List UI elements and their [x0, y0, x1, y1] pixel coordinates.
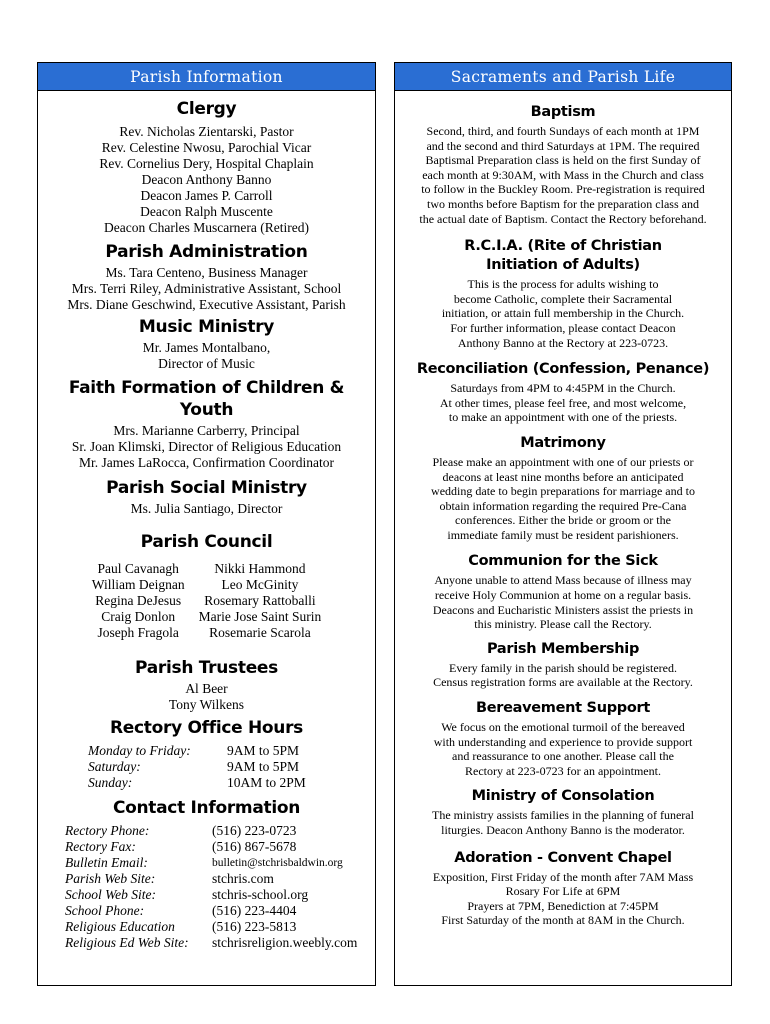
rcia-line: For further information, please contact Deacon — [450, 320, 676, 335]
rcia-text — [397, 277, 729, 350]
council-member: Joseph Fragola — [97, 625, 179, 640]
membership-line: Every family in the parish should be registered. — [449, 660, 677, 675]
communion-line: this ministry. Please call the Rectory. — [474, 617, 652, 632]
matrimony-line: immediate family must be resident parishioners. — [447, 527, 679, 542]
religious-ed-web-site: stchrisreligion.weebly.com — [212, 935, 358, 950]
bereavement-line: Rectory at 223-0723 for an appointment. — [465, 763, 661, 778]
school-phone: (516) 223-4404 — [212, 903, 297, 918]
music-line: Mr. James Montalbano, — [142, 340, 271, 355]
social-ministry-heading: Parish Social Ministry — [106, 478, 307, 498]
rectory-phone: (516) 223-0723 — [212, 823, 297, 838]
communion-line: Anyone unable to attend Mass because of illness may — [434, 573, 692, 588]
baptism-line: each month at 9:30AM, with Mass in the Church and class — [422, 167, 704, 182]
communion-line: Deacons and Eucharistic Ministers assist the priests in — [432, 602, 694, 617]
contact-label: Religious Education — [65, 919, 175, 934]
hours-day: Monday to Friday: — [88, 743, 191, 758]
clergy-list — [40, 124, 373, 236]
clergy-line: Deacon Ralph Muscente — [140, 204, 273, 219]
matrimony-line: Please make an appointment with one of our priests or — [432, 454, 694, 469]
matrimony-line: conferences. Either the bride or groom or the — [455, 513, 671, 528]
rcia-heading-line: R.C.I.A. (Rite of Christian — [464, 238, 662, 255]
adoration-line: First Saturday of the month at 8AM in the Church. — [441, 913, 685, 928]
administration-line: Mrs. Diane Geschwind, Executive Assistant, Parish — [67, 297, 346, 312]
social-ministry-line: Ms. Julia Santiago, Director — [130, 501, 283, 516]
administration-line: Ms. Tara Centeno, Business Manager — [105, 265, 308, 280]
contact-label: School Web Site: — [65, 887, 156, 902]
parish-membership-heading: Parish Membership — [486, 640, 640, 657]
clergy-line: Rev. Cornelius Dery, Hospital Chaplain — [99, 156, 314, 171]
council-member: Marie Jose Saint Surin — [198, 609, 322, 624]
adoration-line: Rosary For Life at 6PM — [505, 884, 621, 899]
matrimony-heading: Matrimony — [520, 434, 606, 451]
consolation-text — [397, 808, 729, 837]
bereavement-line: and reassurance to one another. Please call the — [452, 749, 674, 764]
parish-trustees-list — [40, 681, 373, 713]
bereavement-line: We focus on the emotional turmoil of the bereaved — [441, 720, 685, 735]
music-ministry-heading: Music Ministry — [138, 317, 275, 337]
baptism-line: to follow in the Buckley Room. Pre-registration is required — [421, 182, 705, 197]
clergy-line: Deacon Charles Muscarnera (Retired) — [103, 220, 310, 235]
office-hours-heading: Rectory Office Hours — [110, 718, 303, 738]
council-column — [92, 561, 185, 641]
reconciliation-line: to make an appointment with one of the priests. — [448, 410, 678, 425]
council-member: Regina DeJesus — [95, 593, 182, 608]
clergy-heading: Clergy — [176, 99, 237, 119]
matrimony-text — [397, 455, 729, 543]
rcia-line: initiation, or attain full membership in the Church. — [441, 306, 685, 321]
council-column — [199, 561, 322, 641]
rcia-heading-line: Initiation of Adults) — [486, 257, 640, 274]
adoration-text — [397, 870, 729, 928]
contact-label: Rectory Phone: — [65, 823, 150, 838]
bulletin-email: bulletin@stchrisbaldwin.org — [212, 857, 343, 869]
hours-time: 9AM to 5PM — [227, 743, 300, 758]
matrimony-line: deacons at least nine months before an anticipated — [442, 469, 684, 484]
administration-list — [40, 265, 373, 313]
music-ministry-list — [40, 340, 373, 372]
rcia-line: Anthony Banno at the Rectory at 223-0723. — [457, 335, 669, 350]
contact-label: Rectory Fax: — [65, 839, 136, 854]
baptism-line: Baptismal Preparation class is held on the first Sunday of — [425, 153, 701, 168]
consolation-heading: Ministry of Consolation — [471, 788, 655, 805]
hours-time: 10AM to 2PM — [227, 775, 306, 790]
contact-label: School Phone: — [65, 903, 145, 918]
trustee: Al Beer — [185, 681, 228, 696]
music-line: Director of Music — [158, 356, 255, 371]
rcia-line: become Catholic, complete their Sacramental — [453, 291, 673, 306]
reconciliation-heading: Reconciliation (Confession, Penance) — [416, 361, 710, 378]
council-member: Craig Donlon — [101, 609, 176, 624]
consolation-line: The ministry assists families in the planning of funeral — [432, 808, 694, 823]
administration-line: Mrs. Terri Riley, Administrative Assistant, School — [71, 281, 342, 296]
panel-header: Parish Information — [38, 63, 375, 91]
baptism-line: and the second and third Saturdays at 1PM. The required — [426, 138, 700, 153]
rcia-heading — [397, 237, 729, 275]
bereavement-heading: Bereavement Support — [475, 700, 651, 717]
communion-line: receive Holy Communion at home on a regular basis. — [434, 588, 692, 603]
council-member: Rosemary Rattoballi — [204, 593, 316, 608]
hours-day: Saturday: — [88, 759, 141, 774]
baptism-line: two months before Baptism for the preparation class and — [427, 196, 699, 211]
trustee: Tony Wilkens — [168, 697, 245, 712]
rcia-line: This is the process for adults wishing to — [467, 277, 659, 292]
bereavement-line: with understanding and experience to provide support — [433, 734, 693, 749]
communion-sick-text — [397, 573, 729, 631]
reconciliation-text — [397, 381, 729, 425]
school-web-site: stchris-school.org — [212, 887, 309, 902]
baptism-line: the actual date of Baptism. Contact the Rectory beforehand. — [419, 211, 707, 226]
hours-day: Sunday: — [88, 775, 133, 790]
adoration-line: Prayers at 7PM, Benediction at 7:45PM — [467, 898, 659, 913]
rectory-fax: (516) 867-5678 — [212, 839, 297, 854]
bereavement-text — [397, 720, 729, 778]
adoration-line: Exposition, First Friday of the month after 7AM Mass — [432, 869, 694, 884]
parish-council-members — [40, 561, 373, 641]
matrimony-line: obtain information regarding the required Pre-Cana — [439, 498, 687, 513]
panel-header: Sacraments and Parish Life — [395, 63, 731, 91]
matrimony-line: wedding date to begin preparations for marriage and to — [431, 484, 695, 499]
council-member: Rosemarie Scarola — [209, 625, 311, 640]
contact-information-table — [40, 823, 373, 951]
parish-membership-text — [397, 661, 729, 690]
contact-label: Religious Ed Web Site: — [65, 935, 189, 950]
faith-formation-line: Sr. Joan Klimski, Director of Religious Education — [71, 439, 342, 454]
council-member: Nikki Hammond — [214, 561, 306, 576]
membership-line: Census registration forms are available at the Rectory. — [433, 675, 693, 690]
administration-heading: Parish Administration — [105, 242, 308, 262]
clergy-line: Rev. Celestine Nwosu, Parochial Vicar — [101, 140, 312, 155]
communion-sick-heading: Communion for the Sick — [468, 553, 658, 570]
clergy-line: Deacon Anthony Banno — [141, 172, 272, 187]
religious-education-phone: (516) 223-5813 — [212, 919, 297, 934]
consolation-line: liturgies. Deacon Anthony Banno is the moderator. — [441, 823, 685, 837]
contact-label: Parish Web Site: — [65, 871, 156, 886]
clergy-line: Rev. Nicholas Zientarski, Pastor — [119, 124, 294, 139]
contact-information-heading: Contact Information — [112, 798, 301, 818]
contact-label: Bulletin Email: — [65, 855, 148, 870]
faith-formation-line: Mrs. Marianne Carberry, Principal — [113, 423, 300, 438]
reconciliation-line: Saturdays from 4PM to 4:45PM in the Church. — [450, 381, 676, 396]
office-hours-table — [40, 743, 373, 791]
council-member: Paul Cavanagh — [97, 561, 179, 576]
council-member: Leo McGinity — [221, 577, 299, 592]
sacraments-panel — [394, 62, 732, 986]
parish-web-site: stchris.com — [212, 871, 274, 886]
baptism-line: Second, third, and fourth Sundays of each month at 1PM — [426, 124, 700, 138]
faith-formation-list — [40, 423, 373, 471]
hours-time: 9AM to 5PM — [227, 759, 300, 774]
faith-formation-heading: Faith Formation of Children & Youth — [68, 378, 345, 420]
parish-council-heading: Parish Council — [140, 532, 273, 552]
baptism-heading: Baptism — [530, 104, 596, 120]
parish-information-panel — [37, 62, 376, 986]
council-member: William Deignan — [91, 577, 185, 592]
baptism-text — [397, 124, 729, 226]
adoration-heading: Adoration - Convent Chapel — [454, 849, 672, 866]
parish-trustees-heading: Parish Trustees — [135, 658, 278, 678]
faith-formation-line: Mr. James LaRocca, Confirmation Coordinator — [79, 455, 334, 470]
reconciliation-line: At other times, please feel free, and most welcome, — [439, 395, 687, 410]
clergy-line: Deacon James P. Carroll — [140, 188, 273, 203]
